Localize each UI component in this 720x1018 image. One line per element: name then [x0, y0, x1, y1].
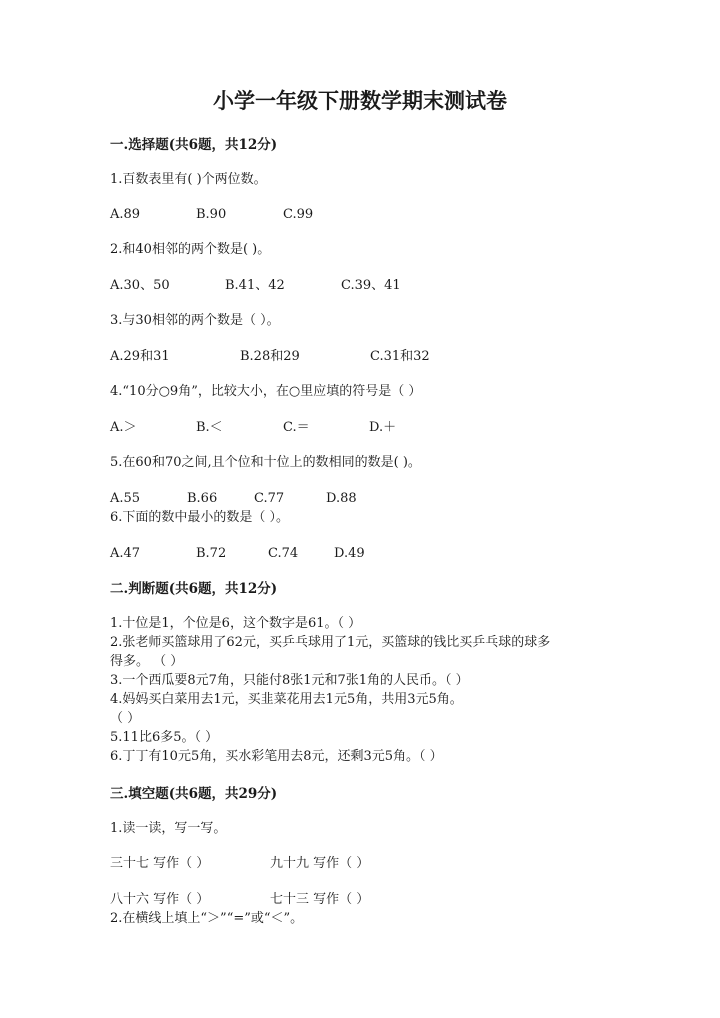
- option-a: A.30、50: [110, 278, 170, 293]
- option-a: A.29和31: [110, 349, 170, 364]
- statement-line: 1.十位是1，个位是6，这个数字是61。（ ）: [110, 616, 362, 631]
- statement-line: 4.妈妈买白菜用去1元，买韭菜花用去1元5角，共用3元5角。: [110, 692, 463, 707]
- question-text: 1.读一读，写一写。: [110, 821, 227, 836]
- option-d: D.88: [326, 491, 357, 506]
- option-c: C.74: [268, 546, 299, 561]
- question-text: 5.在60和70之间,且个位和十位上的数相同的数是( )。: [110, 455, 421, 470]
- section-heading-fill: 三.填空题(共6题，共29分): [110, 786, 278, 802]
- option-c: C.＝: [283, 420, 310, 435]
- question-text: 6.下面的数中最小的数是（ ）。: [110, 510, 290, 525]
- option-a: A.55: [110, 491, 141, 506]
- question-text: 2.和40相邻的两个数是( )。: [110, 242, 271, 257]
- option-c: C.77: [254, 491, 285, 506]
- statement-line: 2.张老师买篮球用了62元，买乒乓球用了1元，买篮球的钱比买乒乓球的球多: [110, 635, 551, 650]
- section-heading-judge: 二.判断题(共6题，共12分): [110, 581, 278, 597]
- fill-item: 三十七 写作（ ）: [110, 856, 210, 871]
- page-title: 小学一年级下册数学期末测试卷: [213, 88, 507, 113]
- fill-item: 九十九 写作（ ）: [270, 856, 370, 871]
- statement-line: 3.一个西瓜要8元7角，只能付8张1元和7张1角的人民币。（ ）: [110, 673, 469, 688]
- question-text: 2.在横线上填上“＞”“=”或“＜”。: [110, 911, 304, 926]
- statement-line: 5.11比6多5。（ ）: [110, 730, 219, 745]
- statement-line: 6.丁丁有10元5角，买水彩笔用去8元，还剩3元5角。（ ）: [110, 749, 443, 764]
- option-b: B.72: [196, 546, 227, 561]
- option-b: B.66: [187, 491, 218, 506]
- fill-item: 八十六 写作（ ）: [110, 892, 210, 907]
- option-d: D.49: [334, 546, 365, 561]
- option-b: B.90: [196, 207, 227, 222]
- option-a: A.＞: [110, 420, 137, 435]
- statement-line: （ ）: [110, 711, 141, 726]
- question-text: 3.与30相邻的两个数是（ ）。: [110, 313, 280, 328]
- question-text: 4.“10分○9角”，比较大小，在○里应填的符号是（ ）: [110, 384, 422, 399]
- option-a: A.47: [110, 546, 141, 561]
- option-a: A.89: [110, 207, 141, 222]
- option-b: B.＜: [196, 420, 223, 435]
- statement-line: 得多。 （ ）: [110, 654, 184, 669]
- fill-item: 七十三 写作（ ）: [270, 892, 370, 907]
- option-c: C.39、41: [341, 278, 401, 293]
- option-b: B.28和29: [240, 349, 300, 364]
- option-b: B.41、42: [225, 278, 285, 293]
- question-text: 1.百数表里有( )个两位数。: [110, 172, 267, 187]
- option-c: C.99: [283, 207, 314, 222]
- option-c: C.31和32: [370, 349, 430, 364]
- option-d: D.＋: [369, 420, 397, 435]
- section-heading-choice: 一.选择题(共6题，共12分): [110, 137, 278, 153]
